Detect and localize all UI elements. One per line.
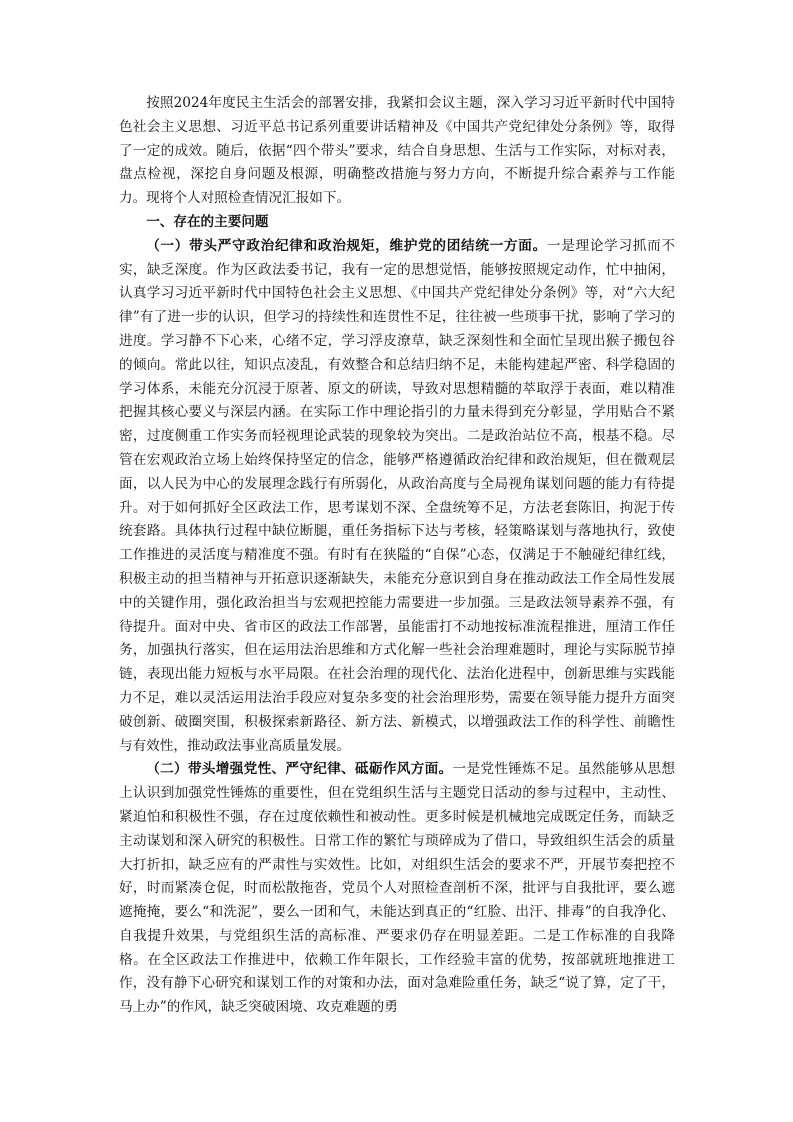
subsection-body-political-discipline: 一是理论学习抓而不实，缺乏深度。作为区政法委书记，我有一定的思想觉悟，能够按照规定动作，忙中抽闲，认真学习习近平新时代中国特色社会主义思想、《中国共产党纪律处分条例》等，对“六大纪律”有了进一步的认识，但学习的持续性和连贯性不足，往往被一些琐事干扰，影响了学习的进度。学习静不下心来，心绪不定，学习浮皮潦草，缺乏深刻性和全面忙呈现出猴子搬包谷的倾向。常此以往，知识点凌乱，有效整合和总结归纳不足，未能构建起严密、科学稳固的学习体系，未能充分沉浸于原著、原文的研读，导致对思想精髓的萃取浮于表面，难以精准把握其核心要义与深层内涵。在实际工作中理论指引的力量未得到充分彰显，学用贴合不紧密，过度侧重工作实务而轻视理论武装的现象较为突出。二是政治站位不高，根基不稳。尽管在宏观政治立场上始终保持坚定的信念，能够严格遵循政治纪律和政治规矩，但在微观层面，以人民为中心的发展理念践行有所弱化，从政治高度与全局视角谋划问题的能力有待提升。对于如何抓好全区政法工作，思考谋划不深、全盘统筹不足，方法老套陈旧，拘泥于传统套路。具体执行过程中缺位断腿，重任务指标下达与考核，轻策略谋划与落地执行，致使工作推进的灵活度与精准度不强。有时有在狭隘的“自保”心态，仅满足于不触碰纪律红线，积极主动的担当精神与开拓意识逐渐缺失，未能充分意识到自身在推动政法工作全局性发展中的关键作用，强化政治担当与宏观把控能力需要进一步加强。三是政法领导素养不强，有待提升。面对中央、省市区的政法工作部署，虽能雷打不动地按标准流程推进，厘清工作任务，加强执行落实，但在运用法治思维和方式化解一些社会治理难题时，理论与实际脱节掉链，表现出能力短板与水平局限。在社会治理的现代化、法治化进程中，创新思维与实践能力不足，难以灵活运用法治手段应对复杂多变的社会治理形势，需要在领导能力提升方面突破创新、破圈突围，积极探索新路径、新方法、新模式，以增强政法工作的科学性、前瞻性与有效性，推动政法事业高质量发展。 [119, 237, 676, 754]
intro-paragraph: 按照2024年度民主生活会的部署安排，我紧扣会议主题，深入学习习近平新时代中国特色社会主义思想、习近平总书记系列重要讲话精神及《中国共产党纪律处分条例》等，取得了一定的成效。随后，依据“四个带头”要求，结合自身思想、生活与工作实际，对标对表，盘点检视，深挖自身问题及根源，明确整改措施与努力方向，不断提升综合素养与工作能力。现将个人对照检查情况汇报如下。 [119, 95, 675, 207]
paragraph-party-spirit [119, 758, 675, 1020]
section-heading-main-problems: 一、存在的主要问题 [146, 213, 269, 230]
subsection-heading-party-spirit: （二）带头增强党性、严守纪律、砥砺作风方面。 [146, 761, 453, 778]
document-body [119, 92, 675, 1020]
paragraph-political-discipline [119, 235, 675, 759]
subsection-body-party-spirit: 一是党性锤炼不足。虽然能够从思想上认识到加强党性锤炼的重要性，但在党组织生活与主题党日活动的参与过程中，主动性、紧迫怕和积极性不强，存在过度依赖性和被动性。更多时候是机械地完成既定任务，而缺乏主动谋划和深入研究的积极性。日常工作的繁忙与琐碎成为了借口，导致组织生活会的质量大打折扣，缺乏应有的严肃性与实效性。比如，对组织生活会的要求不严，开展节奏把控不好，时而紧凑仓促，时而松散拖沓，党员个人对照检查剖析不深，批评与自我批评，要么遮遮掩掩，要么“和洗泥”，要么一团和气，未能达到真正的“红脸、出汗、排毒”的自我净化、自我提升效果，与党组织生活的高标准、严要求仍存在明显差距。二是工作标准的自我降格。在全区政法工作推进中，依赖工作年限长，工作经验丰富的优势，按部就班地推进工作，没有静下心研究和谋划工作的对策和办法，面对急难险重任务，缺乏“说了算，定了干，马上办”的作风，缺乏突破困境、攻克难题的勇 [119, 761, 676, 1016]
subsection-heading-political-discipline: （一）带头严守政治纪律和政治规矩，维护党的团结统一方面。 [146, 237, 547, 254]
